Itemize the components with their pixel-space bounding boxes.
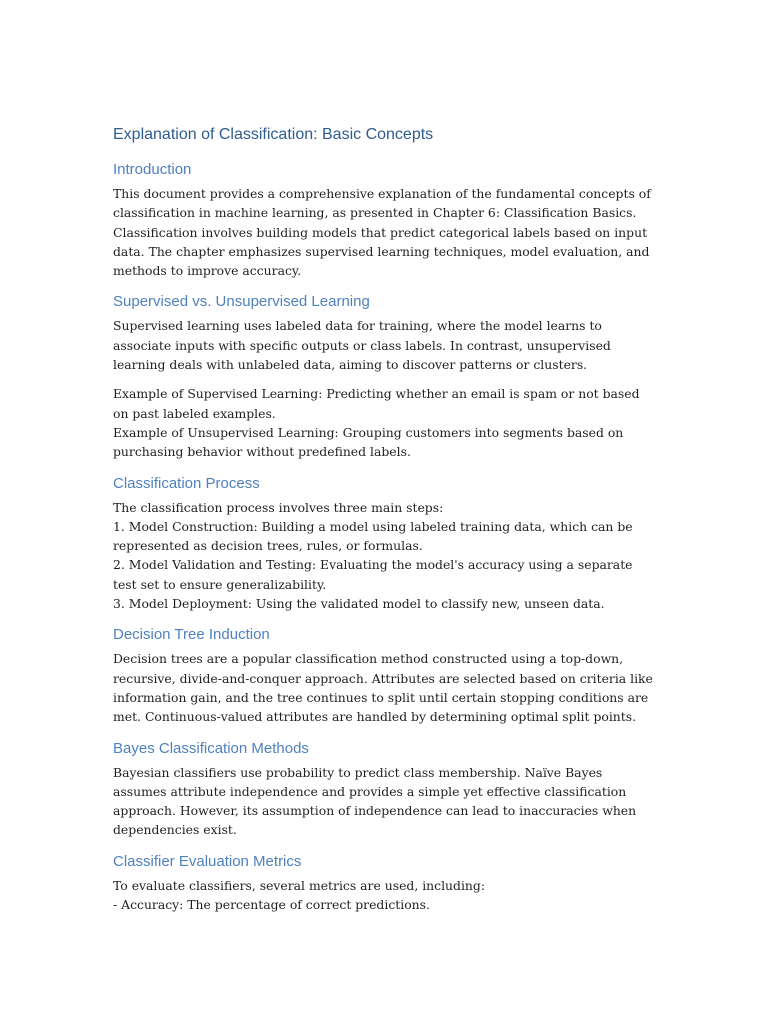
section-heading: Introduction (113, 161, 192, 178)
paragraph: Decision trees are a popular classification method constructed using a top-down, recursive, divide-and-conquer approach. Attributes are selected based on criteria like information gain, and the tree continues to split until certain stopping conditions are met. Continuous-valued attributes are handled by determining optimal split points. (113, 651, 653, 725)
section-heading: Classifier Evaluation Metrics (113, 852, 302, 870)
section-introduction (113, 160, 658, 280)
paragraph: Example of Unsupervised Learning: Grouping customers into segments based on purchasing behavior without predefined labels. (113, 424, 624, 460)
paragraph: Bayesian classifiers use probability to predict class membership. Naïve Bayes assumes attribute independence and provides a simple yet effective classification approach. However, its assumption of independence can lead to inaccuracies when dependencies exist. (113, 764, 637, 838)
section-decision-tree-induction (113, 625, 658, 726)
list-item: - Accuracy: The percentage of correct predictions. (113, 897, 430, 913)
section-supervised-vs-unsupervised (113, 292, 658, 461)
list-item: 1. Model Construction: Building a model using labeled training data, which can be represented as decision trees, rules, or formulas. (113, 518, 633, 554)
section-heading: Supervised vs. Unsupervised Learning (113, 293, 370, 311)
section-classification-process (113, 474, 658, 614)
paragraph: Supervised learning uses labeled data for training, where the model learns to associate inputs with specific outputs or class labels. In contrast, unsupervised learning deals with unlabeled data, aiming to discover patterns or clusters. (113, 318, 611, 373)
paragraph: To evaluate classifiers, several metrics are used, including: (113, 877, 486, 893)
section-heading: Bayes Classification Methods (113, 739, 309, 757)
section-bayes-classification (113, 739, 658, 840)
document-title: Explanation of Classification: Basic Concepts (113, 126, 434, 143)
paragraph: This document provides a comprehensive explanation of the fundamental concepts of classification in machine learning, as presented in Chapter 6: Classification Basics. Classification involves building models that predict categorical labels based on input data. The chapter emphasizes supervised learning techniques, model evaluation, and methods to improve accuracy. (113, 186, 651, 279)
document-page (113, 124, 658, 926)
paragraph: The classification process involves three main steps: (113, 499, 444, 515)
section-heading: Decision Tree Induction (113, 626, 270, 644)
section-evaluation-metrics (113, 852, 658, 915)
paragraph: Example of Supervised Learning: Predicting whether an email is spam or not based on past labeled examples. (113, 386, 640, 421)
section-heading: Classification Process (113, 474, 260, 492)
list-item: 3. Model Deployment: Using the validated model to classify new, unseen data. (113, 596, 605, 612)
list-item: 2. Model Validation and Testing: Evaluating the model's accuracy using a separate test set to ensure generalizability. (113, 557, 633, 592)
